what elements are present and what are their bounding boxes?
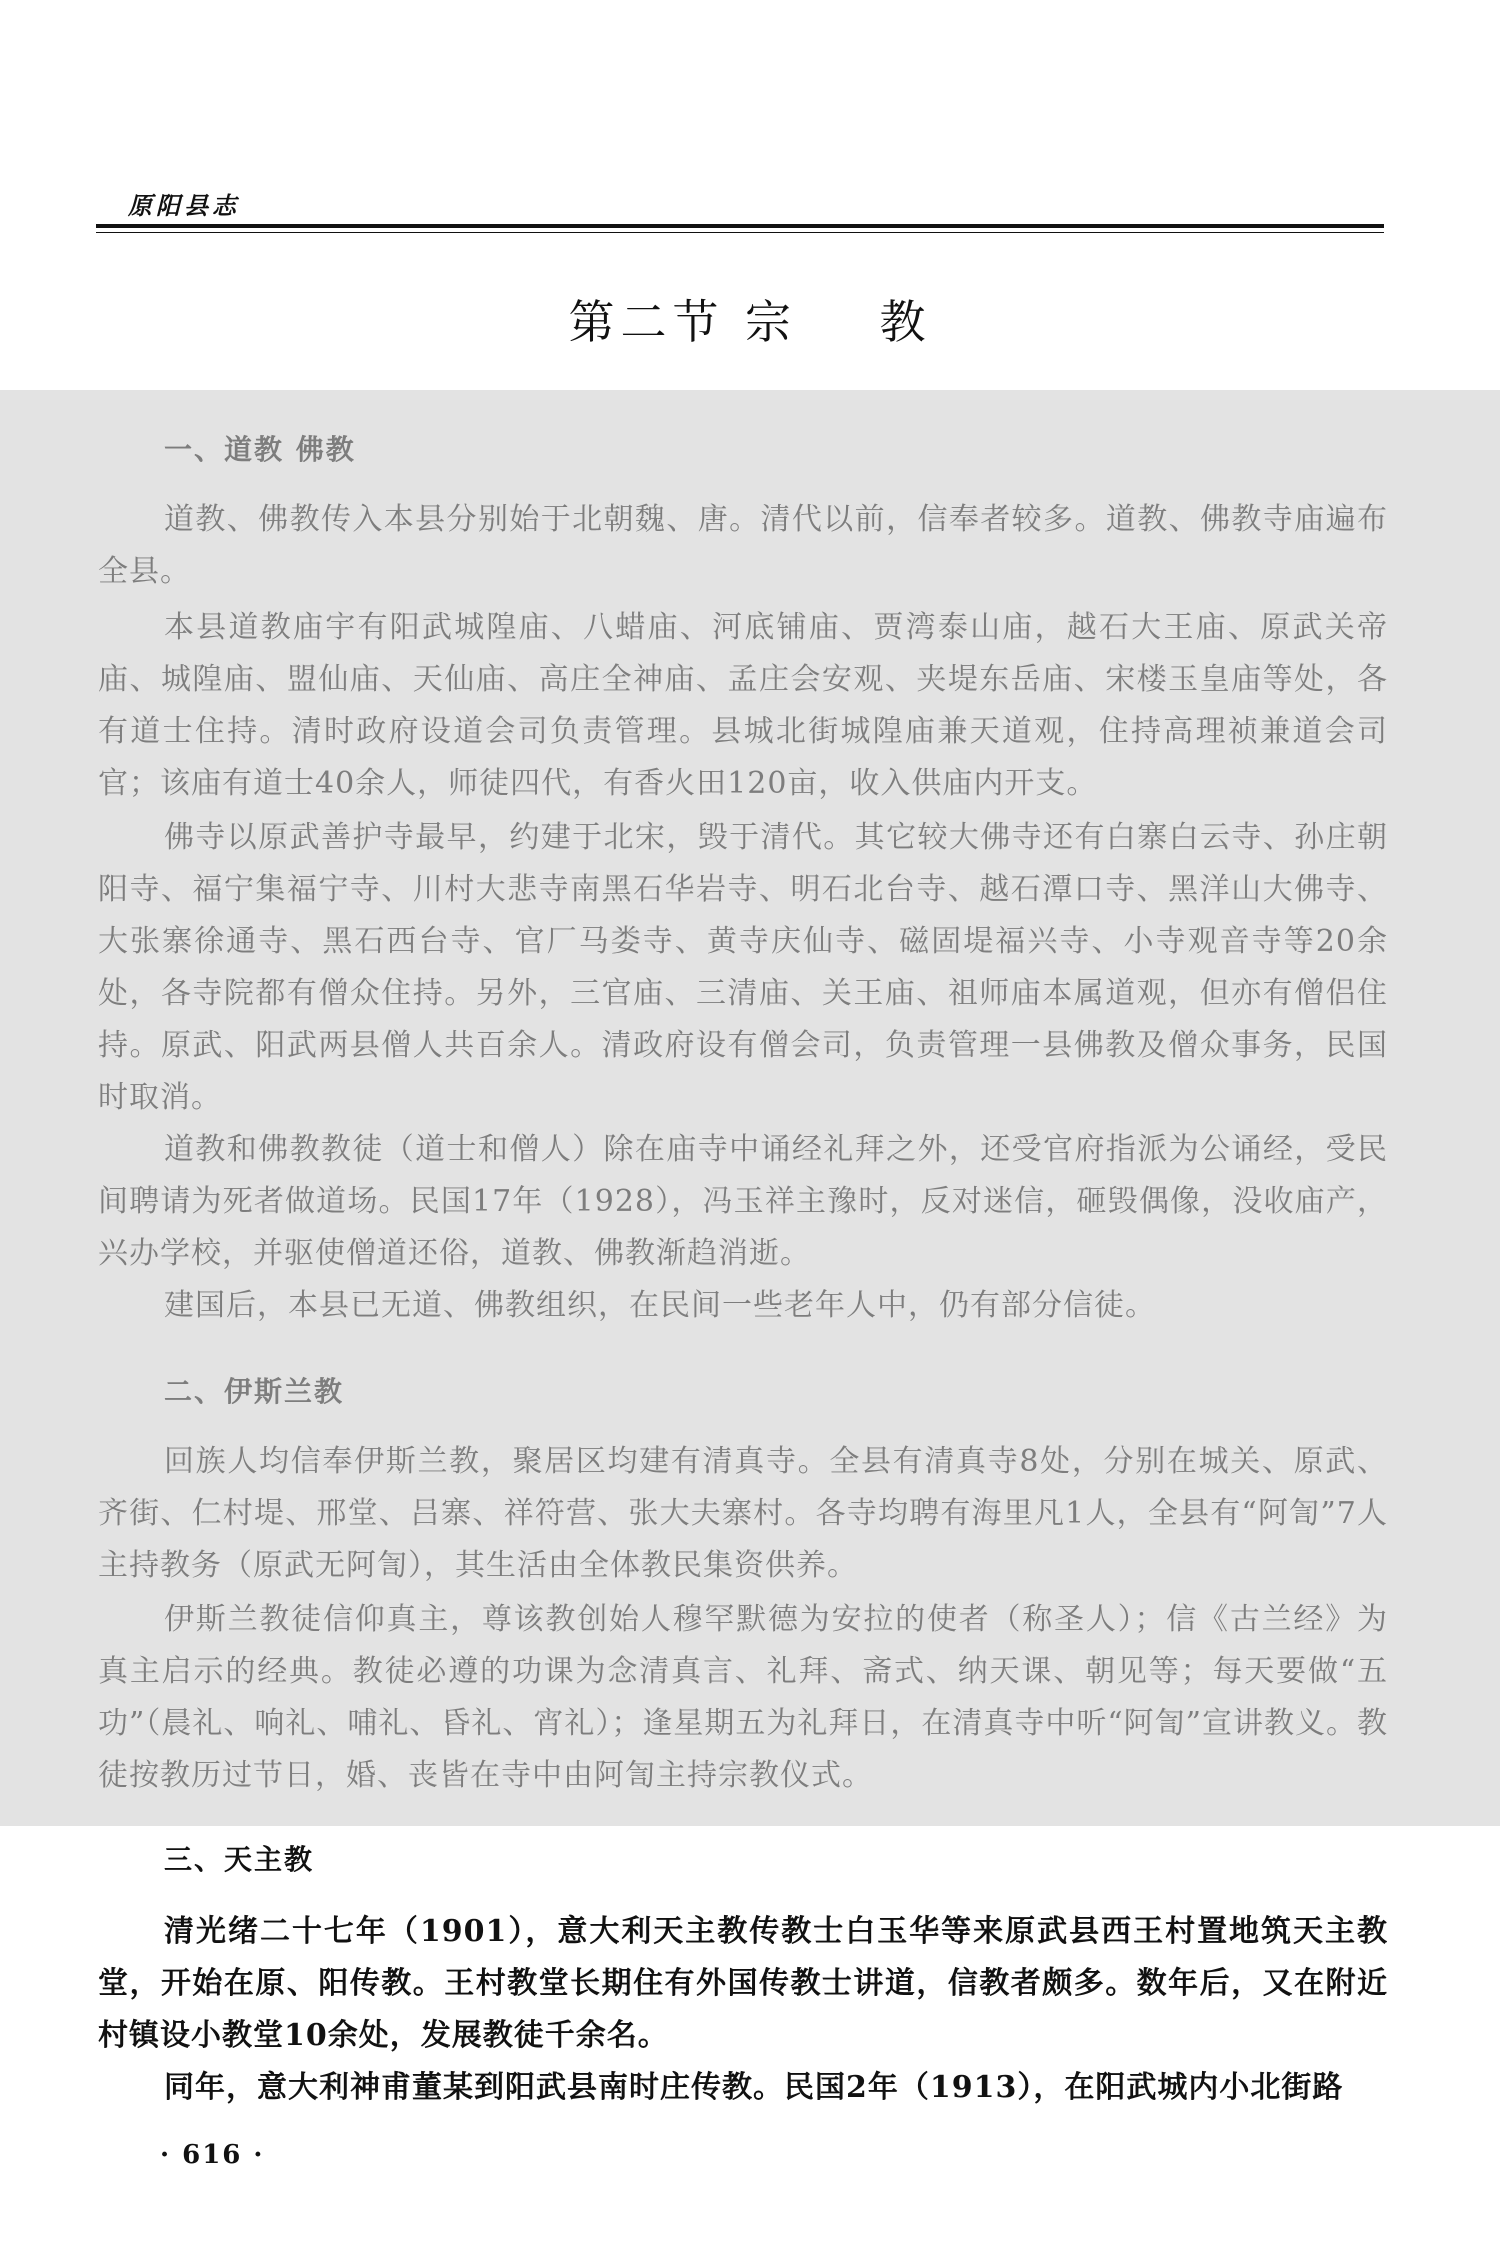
page-number: · 616 · [160,2140,265,2170]
subsection-heading-islam: 二、伊斯兰教 [164,1375,345,1408]
paragraph: 道教、佛教传入本县分别始于北朝魏、唐。清代以前，信奉者较多。道教、佛教寺庙遍布全县。 [98,502,1388,589]
header-rule-thick [96,224,1384,228]
paragraph: 清光绪二十七年（1901），意大利天主教传教士白玉华等来原武县西王村置地筑天主教堂，开始在原、阳传教。王村教堂长期住有外国传教士讲道，信教者颇多。数年后，又在附近村镇设小教堂10余处，发展教徒千余名。 [98,1914,1388,2053]
paragraph: 同年，意大利神甫董某到阳武县南时庄传教。民国2年（1913），在阳武城内小北街路 [164,2070,1344,2105]
paragraph: 道教和佛教教徒（道士和僧人）除在庙寺中诵经礼拜之外，还受官府指派为公诵经，受民间聘请为死者做道场。民国17年（1928），冯玉祥主豫时，反对迷信，砸毁偶像，没收庙产，兴办学校，并驱使僧道还俗，道教、佛教渐趋消逝。 [98,1132,1388,1271]
running-header: 原阳县志 [128,191,240,220]
paragraph: 本县道教庙宇有阳武城隍庙、八蜡庙、河底铺庙、贾湾泰山庙，越石大王庙、原武关帝庙、城隍庙、盟仙庙、天仙庙、高庄全神庙、孟庄会安观、夹堤东岳庙、宋楼玉皇庙等处，各有道士住持。清时政府设道会司负责管理。县城北街城隍庙兼天道观，住持高理祯兼道会司官；该庙有道士40余人，师徒四代，有香火田120亩，收入供庙内开支。 [98,610,1388,801]
paragraph: 佛寺以原武善护寺最早，约建于北宋，毁于清代。其它较大佛寺还有白寨白云寺、孙庄朝阳寺、福宁集福宁寺、川村大悲寺南黑石华岩寺、明石北台寺、越石潭口寺、黑洋山大佛寺、大张寨徐通寺、黑石西台寺、官厂马娄寺、黄寺庆仙寺、磁固堤福兴寺、小寺观音寺等20余处，各寺院都有僧众住持。另外，三官庙、三清庙、关王庙、祖师庙本属道观，但亦有僧侣住持。原武、阳武两县僧人共百余人。清政府设有僧会司，负责管理一县佛教及僧众事务，民国时取消。 [98,820,1388,1115]
paragraph: 伊斯兰教徒信仰真主，尊该教创始人穆罕默德为安拉的使者（称圣人）；信《古兰经》为真主启示的经典。教徒必遵的功课为念清真言、礼拜、斋式、纳天课、朝见等；每天要做“五功”（晨礼、响礼、哺礼、昏礼、宵礼）；逢星期五为礼拜日，在清真寺中听“阿訇”宣讲教义。教徒按教历过节日，婚、丧皆在寺中由阿訇主持宗教仪式。 [98,1602,1389,1793]
header-rule-thin [96,232,1384,233]
section-title: 第二节 宗 教 [568,295,932,349]
subsection-heading-daoism-buddhism: 一、道教 佛教 [164,433,356,466]
subsection-heading-catholicism: 三、天主教 [164,1843,315,1876]
paragraph: 回族人均信奉伊斯兰教，聚居区均建有清真寺。全县有清真寺8处，分别在城关、原武、齐街、仁村堤、邢堂、吕寨、祥符营、张大夫寨村。各寺均聘有海里凡1人，全县有“阿訇”7人主持教务（原武无阿訇），其生活由全体教民集资供养。 [98,1444,1388,1583]
paragraph: 建国后，本县已无道、佛教组织，在民间一些老年人中，仍有部分信徒。 [164,1288,1156,1323]
